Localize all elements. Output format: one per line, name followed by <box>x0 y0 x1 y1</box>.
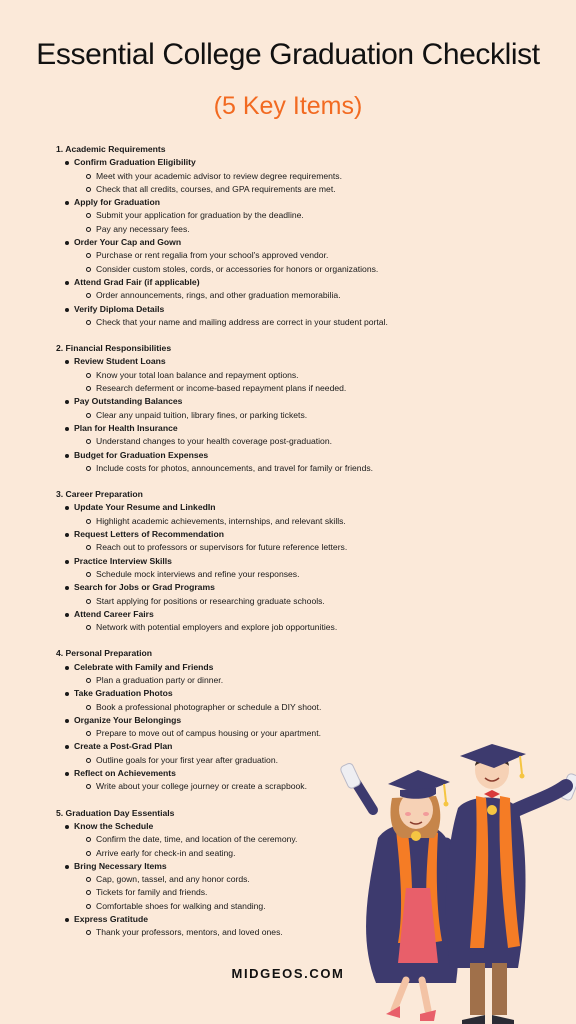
checklist-item <box>64 395 396 422</box>
sub-item-list <box>74 621 396 634</box>
checklist-item-title: Review Student Loans <box>74 356 166 367</box>
checklist-sub-item: Order announcements, rings, and other graduation memorabilia. <box>86 289 396 302</box>
checklist-sub-item: Book a professional photographer or schedule a DIY shoot. <box>86 701 396 714</box>
sub-item-list <box>74 209 396 236</box>
checklist-sub-item: Check that your name and mailing address are correct in your student portal. <box>86 316 396 329</box>
checklist-item-title: Express Gratitude <box>74 914 149 925</box>
checklist-item <box>64 355 396 395</box>
sub-item-list <box>74 595 396 608</box>
checklist-sub-item: Write about your college journey or create a scrapbook. <box>86 780 396 793</box>
checklist-item <box>64 449 396 476</box>
checklist-sub-item: Reach out to professors or supervisors for future reference letters. <box>86 541 396 554</box>
checklist-sub-item: Plan a graduation party or dinner. <box>86 674 396 687</box>
checklist-sub-item: Network with potential employers and explore job opportunities. <box>86 621 396 634</box>
checklist-sub-item: Pay any necessary fees. <box>86 223 396 236</box>
checklist-item-title: Take Graduation Photos <box>74 688 173 699</box>
checklist-sub-item: Highlight academic achievements, internships, and relevant skills. <box>86 515 396 528</box>
checklist-item-title: Plan for Health Insurance <box>74 422 178 433</box>
checklist-item-title: Create a Post-Grad Plan <box>74 741 173 752</box>
checklist-item <box>64 661 396 688</box>
checklist-item-title: Update Your Resume and LinkedIn <box>74 502 216 513</box>
graduates-illustration <box>338 738 576 1024</box>
checklist-sub-item: Check that all credits, courses, and GPA requirements are met. <box>86 183 396 196</box>
checklist-item-title: Bring Necessary Items <box>74 860 167 871</box>
sub-item-list <box>74 409 396 422</box>
checklist-sub-item: Research deferment or income-based repayment plans if needed. <box>86 382 396 395</box>
checklist-item <box>64 501 396 528</box>
sub-item-list <box>74 515 396 528</box>
checklist-item-title: Search for Jobs or Grad Programs <box>74 582 215 593</box>
checklist-item-title: Order Your Cap and Gown <box>74 237 182 248</box>
sub-item-list <box>74 568 396 581</box>
page-subtitle: (5 Key Items) <box>213 92 363 120</box>
male-graduate <box>446 744 576 1024</box>
sub-item-list <box>74 249 396 276</box>
checklist-item <box>64 422 396 449</box>
checklist-item <box>64 714 396 741</box>
checklist-item <box>64 236 396 276</box>
checklist-item <box>64 581 396 608</box>
checklist-item-title: Attend Career Fairs <box>74 608 154 619</box>
section-heading: 2. Financial Responsibilities <box>56 343 172 354</box>
checklist-sub-item: Clear any unpaid tuition, library fines, or parking tickets. <box>86 409 396 422</box>
checklist-sub-item: Confirm the date, time, and location of the ceremony. <box>86 833 396 846</box>
checklist-section <box>56 143 396 329</box>
checklist-item <box>64 528 396 555</box>
checklist-item-title: Practice Interview Skills <box>74 555 172 566</box>
checklist-items <box>56 156 396 329</box>
checklist-sub-item: Meet with your academic advisor to review degree requirements. <box>86 170 396 183</box>
page-title: Essential College Graduation Checklist <box>36 38 540 71</box>
sub-item-list <box>74 701 396 714</box>
checklist-item-title: Budget for Graduation Expenses <box>74 449 209 460</box>
sub-item-list <box>74 289 396 302</box>
footer-brand: MIDGEOS.COM <box>231 966 345 981</box>
checklist-section <box>56 342 396 475</box>
checklist-sub-item: Understand changes to your health coverage post-graduation. <box>86 435 396 448</box>
checklist-sub-item: Arrive early for check-in and seating. <box>86 847 396 860</box>
checklist-item-title: Celebrate with Family and Friends <box>74 661 214 672</box>
checklist-sub-item: Comfortable shoes for walking and standing. <box>86 900 396 913</box>
checklist-item <box>64 156 396 196</box>
section-heading: 5. Graduation Day Essentials <box>56 807 175 818</box>
checklist-item <box>64 303 396 330</box>
checklist-sub-item: Submit your application for graduation by the deadline. <box>86 209 396 222</box>
checklist-item-title: Confirm Graduation Eligibility <box>74 157 196 168</box>
checklist-sub-item: Cap, gown, tassel, and any honor cords. <box>86 873 396 886</box>
sub-item-list <box>74 462 396 475</box>
checklist-sub-item: Thank your professors, mentors, and loved ones. <box>86 926 396 939</box>
sub-item-list <box>74 369 396 396</box>
checklist-item <box>64 687 396 714</box>
checklist-item-title: Apply for Graduation <box>74 197 160 208</box>
checklist-section <box>56 488 396 634</box>
checklist-item-title: Attend Grad Fair (if applicable) <box>74 276 200 287</box>
section-heading: 3. Career Preparation <box>56 489 143 500</box>
checklist-item <box>64 555 396 582</box>
checklist-sub-item: Know your total loan balance and repayment options. <box>86 369 396 382</box>
checklist-item-title: Know the Schedule <box>74 820 154 831</box>
checklist-item-title: Pay Outstanding Balances <box>74 396 183 407</box>
sub-item-list <box>74 541 396 554</box>
checklist-sub-item: Purchase or rent regalia from your school's approved vendor. <box>86 249 396 262</box>
checklist-items <box>56 355 396 475</box>
checklist-sub-item: Start applying for positions or researching graduate schools. <box>86 595 396 608</box>
checklist-sub-item: Consider custom stoles, cords, or accessories for honors or organizations. <box>86 263 396 276</box>
checklist-items <box>56 501 396 634</box>
checklist-item-title: Reflect on Achievements <box>74 768 176 779</box>
section-heading: 1. Academic Requirements <box>56 144 166 154</box>
section-heading: 4. Personal Preparation <box>56 648 152 659</box>
checklist-sub-item: Include costs for photos, announcements, and travel for family or friends. <box>86 462 396 475</box>
checklist-item <box>64 276 396 303</box>
checklist-item-title: Verify Diploma Details <box>74 303 165 314</box>
sub-item-list <box>74 435 396 448</box>
checklist-sub-item: Schedule mock interviews and refine your responses. <box>86 568 396 581</box>
checklist-sub-item: Outline goals for your first year after graduation. <box>86 754 396 767</box>
checklist-sub-item: Tickets for family and friends. <box>86 886 396 899</box>
checklist-sub-item: Prepare to move out of campus housing or your apartment. <box>86 727 396 740</box>
sub-item-list <box>74 674 396 687</box>
sub-item-list <box>74 170 396 197</box>
checklist-item <box>64 196 396 236</box>
checklist-item-title: Organize Your Belongings <box>74 714 182 725</box>
checklist-item <box>64 608 396 635</box>
sub-item-list <box>74 316 396 329</box>
checklist-item-title: Request Letters of Recommendation <box>74 529 224 540</box>
